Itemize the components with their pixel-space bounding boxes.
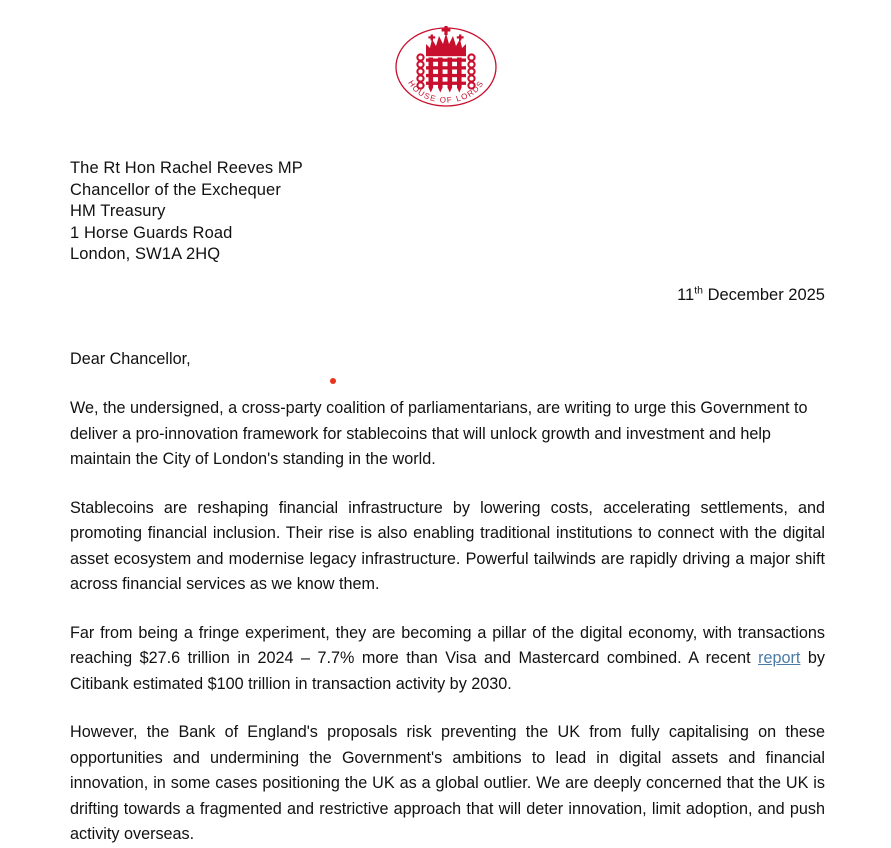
paragraph-1: We, the undersigned, a cross-party coalition of parliamentarians, are writing to urge this Government to deliver a pro-innovation framework for stablecoins that will unlock growth and investment and help maintain the City of London's standing in the world. [70,399,808,468]
address-line-recipient-name: The Rt Hon Rachel Reeves MP [70,159,303,177]
recipient-address-block [70,158,303,266]
letterhead [0,22,891,114]
report-link[interactable]: report [758,649,801,667]
paragraph-3-text-before-link: Far from being a fringe experiment, they are becoming a pillar of the digital economy, with transactions reaching $27.6 trillion in 2024 – 7.7% more than Visa and Mastercard combined. A recent [70,623,825,667]
date-ordinal-suffix: th [694,284,703,297]
address-line-city-postcode: London, SW1A 2HQ [70,245,221,263]
address-line-organisation: HM Treasury [70,202,166,220]
crest-legend-text: HOUSE OF LORDS [405,78,486,105]
address-line-title: Chancellor of the Exchequer [70,180,281,199]
address-line-street: 1 Horse Guards Road [70,223,233,242]
letter-body [70,348,825,848]
date-day: 11 [677,286,695,304]
house-of-lords-crest-icon [390,22,502,114]
paragraph-2: Stablecoins are reshaping financial infrastructure by lowering costs, accelerating settlements, and promoting financial inclusion. Their rise is also enabling traditional institutions to connect with the digital asset ecosystem and modernise legacy infrastructure. Powerful tailwinds are rapidly driving a major shift across financial services as we know them. [70,498,825,593]
salutation: Dear Chancellor, [70,350,191,368]
paragraph-4: However, the Bank of England's proposals risk preventing the UK from fully capitalising on these opportunities and undermining the Government's ambitions to lead in digital assets and financial innovation, in some cases positioning the UK as a global outlier. We are deeply concerned that the UK is drifting towards a fragmented and restrictive approach that will deter innovation, limit adoption, and push activity overseas. [70,723,825,843]
date-month-year: December 2025 [703,286,825,304]
paragraph-3-text-after-link: by Citibank estimated $100 trillion in transaction activity by 2030. [70,649,825,693]
letter-date [677,285,825,306]
paragraph-3 [70,621,825,698]
